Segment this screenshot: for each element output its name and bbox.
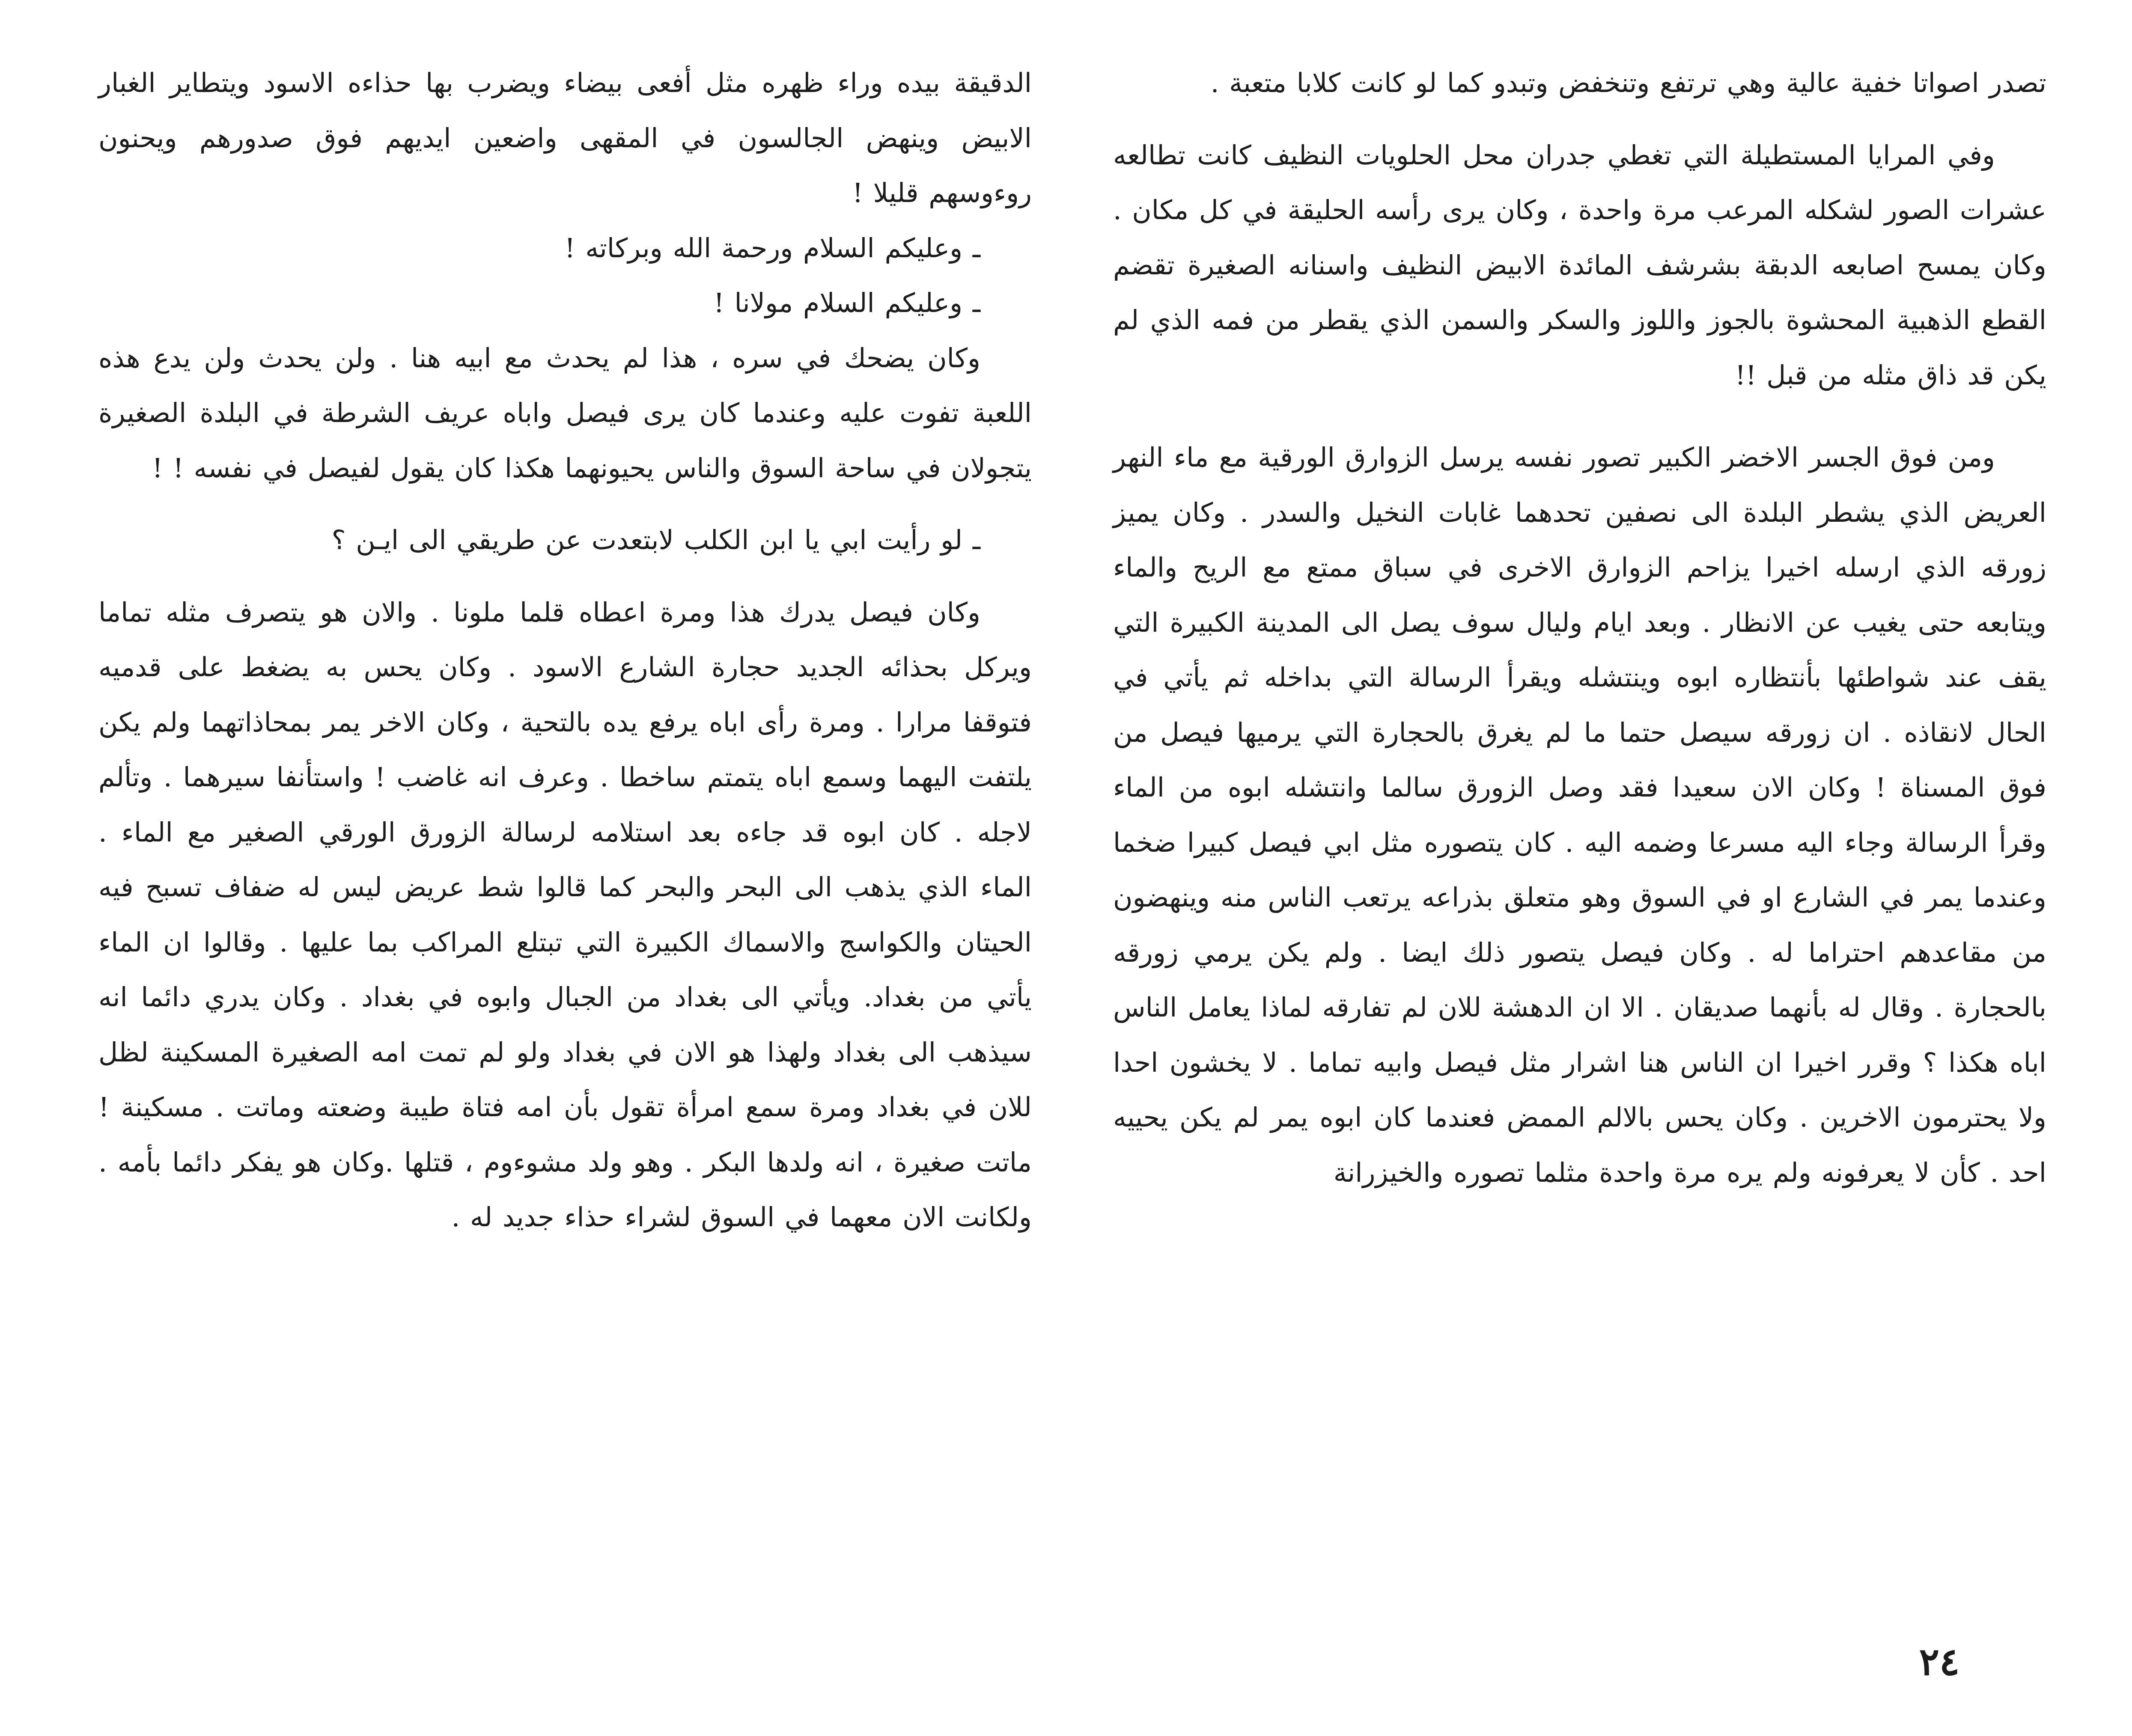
- paragraph: الدقيقة بيده وراء ظهره مثل أفعى بيضاء ويضرب بها حذاءه الاسود ويتطاير الغبار الابيض وينهض الجالسون في المقهى واضعين ايديهم فوق صدورهم ويحنون روءوسهم قليلا !: [98, 67, 1032, 208]
- right-text-column: [1113, 56, 2046, 1200]
- page-number: ٢٤: [1919, 1639, 1960, 1684]
- paragraph: وكان يضحك في سره ، هذا لم يحدث مع ابيه هنا . ولن يحدث ولن يدع هذه اللعبة تفوت عليه وعندما كان يرى فيصل واباه عريف الشرطة في البلدة الصغيرة يتجولان في ساحة السوق والناس يحيونهما هكذا كان يقول لفيصل في نفسه ! !: [98, 342, 1032, 484]
- paragraph: تصدر اصواتا خفية عالية وهي ترتفع وتنخفض وتبدو كما لو كانت كلابا متعبة .: [1210, 67, 2046, 98]
- paragraph: وفي المرايا المستطيلة التي تغطي جدران محل الحلويات النظيف كانت تطالعه عشرات الصور لشكله المرعب مرة واحدة ، وكان يرى رأسه الحليقة في كل مكان . وكان يمسح اصابعه الدبقة بشرشف المائدة الابيض النظيف واسنانه الصغيرة تقضم القطع الذهبية المحشوة بالجوز واللوز والسكر والسمن الذي يقطر من فمه الذي لم يكن قد ذاق مثله من قبل !!: [1113, 139, 2046, 391]
- left-text-column: [98, 56, 1032, 1245]
- paragraph: ومن فوق الجسر الاخضر الكبير تصور نفسه يرسل الزوارق الورقية مع ماء النهر العريض الذي يشطر البلدة الى نصفين تحدهما غابات النخيل والسدر . وكان يميز زورقه الذي ارسله اخيرا يزاحم الزوارق الاخرى في سباق ممتع مع الريح والماء ويتابعه حتى يغيب عن الانظار . وبعد ايام وليال سوف يصل الى المدينة الكبيرة التي يقف عند شواطئها بأنتظاره ابوه وينتشله ويقرأ الرسالة التي بداخله ثم يأتي في الحال لانقاذه . ان زورقه سيصل حتما ما لم يغرق بالحجارة التي يرميها فيصل من فوق المسناة ! وكان الان سعيدا فقد وصل الزورق سالما وانتشله ابوه من الماء وقرأ الرسالة وجاء اليه مسرعا وضمه اليه . كان يتصوره مثل ابي فيصل كبيرا ضخما وعندما يمر في الشارع او في السوق وهو متعلق بذراعه يرتعب الناس منه وينهضون من مقاعدهم احتراما له . وكان فيصل يتصور ذلك ايضا . ولم يكن يرمي زورقه بالحجارة . وقال له بأنهما صديقان . الا ان الدهشة للان لم تفارقه لماذا يعامل الناس اباه هكذا ؟ وقرر اخيرا ان الناس هنا اشرار مثل فيصل وابيه تماما . لا يخشون احدا ولا يحترمون الاخرين . وكان يحس بالالم الممض فعندما كان ابوه يمر لم يكن يحييه احد . كأن لا يعرفونه ولم يره مرة واحدة مثلما تصوره والخيزرانة: [1113, 442, 2046, 1188]
- dialogue-line: ـ لو رأيت ابي يا ابن الكلب لابتعدت عن طريقي الى ايـن ؟: [331, 524, 980, 556]
- dialogue-line: ـ وعليكم السلام ورحمة الله وبركاته !: [564, 232, 980, 264]
- paragraph: وكان فيصل يدرك هذا ومرة اعطاه قلما ملونا . والان هو يتصرف مثله تماما ويركل بحذائه الجديد حجارة الشارع الاسود . وكان يحس به يضغط على قدميه فتوقفا مرارا . ومرة رأى اباه يرفع يده بالتحية ، وكان الاخر يمر بمحاذاتهما ولم يكن يلتفت اليهما وسمع اباه يتمتم ساخطا . وعرف انه غاضب ! واستأنفا سيرهما . وتألم لاجله . كان ابوه قد جاءه بعد استلامه لرسالة الزورق الورقي الصغير مع الماء . الماء الذي يذهب الى البحر والبحر كما قالوا شط عريض ليس له ضفاف تسبح فيه الحيتان والكواسج والاسماك الكبيرة التي تبتلع المراكب بما عليها . وقالوا ان الماء يأتي من بغداد. ويأتي الى بغداد من الجبال وابوه في بغداد . وكان يدري دائما انه سيذهب الى بغداد ولهذا هو الان في بغداد ولو لم تمت امه الصغيرة المسكينة لظل للان في بغداد ومرة سمع امرأة تقول بأن امه فتاة طيبة وضعته وماتت . مسكينة ! ماتت صغيرة ، انه ولدها البكر . وهو ولد مشوءوم ، قتلها .وكان هو يفكر دائما بأمه . ولكانت الان معهما في السوق لشراء حذاء جديد له .: [98, 596, 1032, 1233]
- dialogue-line: ـ وعليكم السلام مولانا !: [713, 287, 980, 318]
